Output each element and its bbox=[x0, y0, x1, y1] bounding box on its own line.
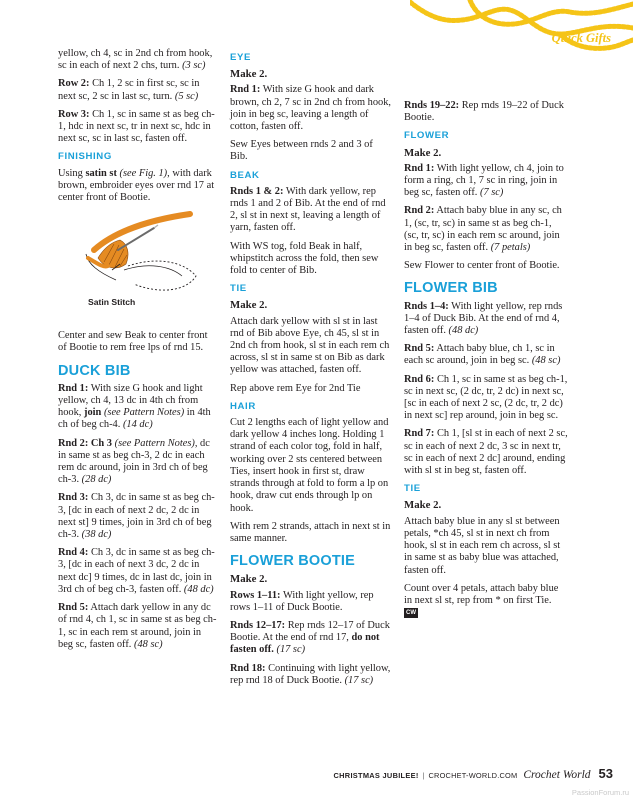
beak-heading: BEAK bbox=[230, 169, 260, 181]
bib-rnd-4: Rnd 4: Ch 3, dc in same st as beg ch-3, [dc in each of next 3 dc, 2 dc in next dc] 9 times, dc in last dc, join in 3rd ch of beg ch-3, fasten off. (48 dc) bbox=[58, 547, 215, 595]
section-tag: Quick Gifts bbox=[551, 31, 611, 45]
cw-end-logo-icon: CW bbox=[406, 610, 416, 617]
hair-rem: With rem 2 strands, attach in next st in same manner. bbox=[230, 520, 391, 544]
fbib-rnd-6: Rnd 6: Ch 1, sc in same st as beg ch-1, sc in next sc, (2 dc, tr, 2 dc) in next sc, [sc in each of next 2 sc, (2 dc, tr, 2 dc) in next sc] rep around, join in beg sc. bbox=[404, 373, 568, 422]
fbib-rnd-7: Rnd 7: Ch 1, [sl st in each of next 2 sc, sc in each of next 2 dc, 3 sc in next tr, sc in each of next 2 dc] around, ending with sl st in beg st, fasten off. bbox=[404, 428, 568, 477]
footer-magazine: Crochet World bbox=[523, 769, 591, 781]
eye-sew: Sew Eyes between rnds 2 and 3 of Bib. bbox=[230, 139, 373, 163]
tie-make: Make 2. bbox=[230, 299, 268, 312]
flower-heading: FLOWER bbox=[404, 130, 450, 142]
page-footer bbox=[334, 766, 613, 781]
tie-text: Attach dark yellow with sl st in last rnd of Bib above Eye, ch 45, sl st in 2nd ch from hook, sl st in each rem ch across, sl st in same st on Bib as dark yellow was attached, fasten off. bbox=[230, 315, 390, 376]
eye-heading: EYE bbox=[230, 52, 251, 63]
bib-rnd-3: Rnd 3: Ch 3, dc in same st as beg ch-3, [dc in each of next 2 dc, 2 dc in next st] 9 times, join in 3rd ch of beg ch-3. (38 dc) bbox=[58, 492, 215, 541]
fbib-rnd-5: Rnd 5: Attach baby blue, ch 1, sc in each sc around, join in beg sc. (48 sc) bbox=[404, 343, 561, 367]
flower-rnd-2: Rnd 2: Attach baby blue in any sc, ch 1, (sc, tr, sc) in same st as beg ch-1, (sc, tr, sc) in each rem sc around, join in beg sc, fasten off. (7 petals) bbox=[404, 205, 562, 254]
footer-separator: | bbox=[422, 771, 425, 780]
bootie-rnd-18: Rnd 18: Continuing with light yellow, rep rnd 18 of Duck Bootie. (17 sc) bbox=[230, 662, 391, 686]
tie-rep: Rep above rem Eye for 2nd Tie bbox=[230, 382, 361, 394]
finishing-heading: FINISHING bbox=[58, 151, 112, 163]
eye-make: Make 2. bbox=[230, 68, 268, 81]
fbib-tie-make: Make 2. bbox=[404, 499, 442, 512]
watermark: PassionForum.ru bbox=[571, 788, 629, 797]
bib-rnd-5: Rnd 5: Attach dark yellow in any dc of rnd 4, ch 1, sc in same st as beg ch-1, sc in each rem st around, join in beg sc, fasten off. (48 sc) bbox=[58, 602, 217, 650]
flower-bib-heading: FLOWER BIB bbox=[404, 280, 498, 297]
satin-stitch-illustration-icon bbox=[58, 210, 218, 294]
beak-rnds: Rnds 1 & 2: With dark yellow, rep rnds 1 and 2 of Bib. At the end of rnd 2, sl st in next st, leaving a length of yarn, fasten off. bbox=[230, 185, 386, 234]
fbib-count-text: Count over 4 petals, attach baby blue in next sl st, rep from * on first Tie. CW bbox=[404, 582, 559, 617]
hair-text: Cut 2 lengths each of light yellow and dark yellow 4 inches long. Holding 1 strand of each color tog, fold in half, working over 2 sts centered between Ties, insert hook in first st, draw strands through at fold to form a lp on hook, draw cut ends through lp on hook. bbox=[230, 417, 389, 514]
finishing-text: Using satin st (see Fig. 1), with dark brown, embroider eyes over rnd 17 at center front of Bootie. bbox=[58, 167, 215, 204]
fbib-tie-heading: TIE bbox=[404, 483, 421, 495]
tie-heading: TIE bbox=[230, 283, 247, 295]
fbib-tie-text: Attach baby blue in any sl st between petals, *ch 45, sl st in next ch from hook, sl st in each rem ch across, sl st in same st as baby blue was attached, fasten off. bbox=[404, 515, 561, 576]
bootie-rnds-12-17: Rnds 12–17: Rep rnds 12–17 of Duck Bootie. At the end of rnd 17, do not fasten off. (17 sc) bbox=[230, 619, 390, 656]
bootie-rnds-19-22: Rnds 19–22: Rep rnds 19–22 of Duck Bootie. bbox=[404, 100, 564, 124]
column-2 bbox=[230, 48, 392, 693]
footer-website[interactable]: CROCHET-WORLD.COM bbox=[428, 771, 518, 780]
duck-bib-heading: DUCK BIB bbox=[58, 362, 131, 379]
column-1 bbox=[58, 48, 218, 657]
flower-make: Make 2. bbox=[404, 146, 442, 159]
footer-issue: CHRISTMAS JUBILEE! bbox=[333, 771, 419, 780]
fbib-rnds-1-4: Rnds 1–4: With light yellow, rep rnds 1–4 of Duck Bib. At the end of rnd 4, fasten off. (48 dc) bbox=[404, 300, 563, 337]
column-3 bbox=[404, 100, 568, 625]
row-1-continued: yellow, ch 4, sc in 2nd ch from hook, sc in each of next 2 chs, turn. (3 sc) bbox=[58, 48, 213, 72]
page-number: 53 bbox=[598, 766, 613, 781]
satin-stitch-figure bbox=[58, 210, 218, 322]
flower-sew: Sew Flower to center front of Bootie. bbox=[404, 260, 560, 272]
bootie-rows: Rows 1–11: With light yellow, rep rows 1–11 of Duck Bootie. bbox=[230, 589, 374, 613]
center-beak-text: Center and sew Beak to center front of Bootie to rem free lps of rnd 15. bbox=[58, 330, 208, 354]
row-2: Row 2: Ch 1, 2 sc in first sc, sc in next sc, 2 sc in last sc, turn. (5 sc) bbox=[58, 78, 200, 102]
eye-rnd-1: Rnd 1: With size G hook and dark brown, ch 2, 7 sc in 2nd ch from hook, join in beg sc, leaving a length of cotton, fasten off. bbox=[230, 84, 392, 133]
flower-rnd-1: Rnd 1: With light yellow, ch 4, join to form a ring, ch 1, 7 sc in ring, join in beg sc, fasten off. (7 sc) bbox=[404, 162, 564, 199]
bootie-make: Make 2. bbox=[230, 573, 268, 586]
figure-caption: Satin Stitch bbox=[88, 297, 136, 308]
row-3: Row 3: Ch 1, sc in same st as beg ch-1, hdc in next sc, tr in next sc, hdc in next sc, sc in last sc, fasten off. bbox=[58, 108, 215, 145]
flower-bootie-heading: FLOWER BOOTIE bbox=[230, 553, 356, 570]
bib-rnd-2: Rnd 2: Ch 3 (see Pattern Notes), dc in same st as beg ch-3, 2 dc in each rem dc around, join in 3rd ch of beg ch-3. (28 dc) bbox=[58, 437, 210, 486]
bib-rnd-1: Rnd 1: With size G hook and light yellow, ch 4, 13 dc in 4th ch from hook, join (see Pattern Notes) in 4th ch of beg ch-4. (14 dc) bbox=[58, 382, 211, 431]
beak-fold: With WS tog, fold Beak in half, whipstitch across the fold, then sew fold to center of Bib. bbox=[230, 240, 379, 277]
hair-heading: HAIR bbox=[230, 400, 256, 412]
